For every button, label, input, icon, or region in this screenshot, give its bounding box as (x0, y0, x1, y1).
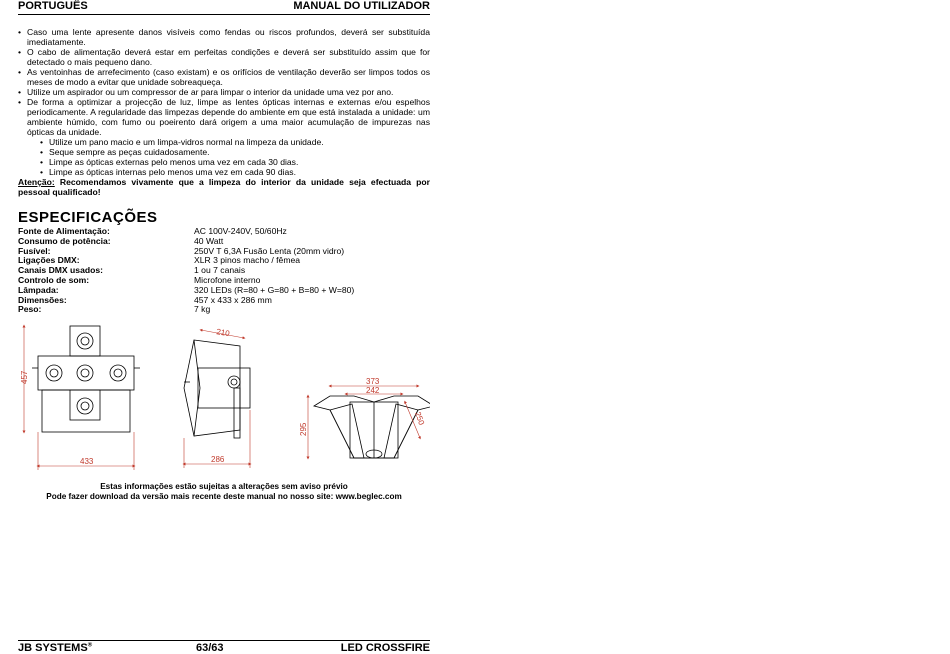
page-footer (18, 642, 430, 654)
registered-mark: ® (87, 642, 93, 649)
list-item: • Utilize um aspirador ou um compressor de ar para limpar o interior da unidade uma vez por ano. (18, 87, 430, 97)
maintenance-section (18, 27, 430, 197)
footnotes (18, 482, 430, 502)
manual-page (18, 0, 430, 654)
spec-value: 7 kg (194, 304, 211, 315)
dimension-label: 433 (80, 457, 94, 466)
maintenance-list (18, 27, 430, 137)
spec-key: Lâmpada: (18, 284, 59, 295)
list-item: • Utilize um pano macio e um limpa-vidros normal na limpeza da unidade. (40, 137, 430, 147)
list-item: • Limpe as ópticas internas pelo menos uma vez em cada 90 dias. (40, 167, 430, 177)
dimension-drawings (18, 318, 430, 478)
attention-text: Recomendamos vivamente que a limpeza do interior da unidade seja efectuada por pessoal qualificado! (18, 177, 430, 197)
list-item: • Seque sempre as peças cuidadosamente. (40, 147, 430, 157)
page-header (18, 0, 430, 14)
table-row (18, 296, 430, 306)
spec-key: Fonte de Alimentação: (18, 226, 110, 236)
dimension-label: 373 (366, 377, 380, 386)
download-note: Pode fazer download da versão mais recente deste manual no nosso site: www.beglec.com (46, 492, 402, 501)
spec-value: AC 100V-240V, 50/60Hz (194, 226, 287, 236)
spec-key: Peso: (18, 304, 42, 315)
dimension-label: 286 (211, 455, 225, 464)
list-item: • As ventoinhas de arrefecimento (caso existam) e os orifícios de ventilação deverão ser limpos todos os meses de modo a evitar que unidade sobreaqueça. (18, 67, 430, 87)
front-view-drawing (32, 326, 140, 432)
table-row (18, 305, 430, 315)
spec-key: Fusível: (18, 245, 51, 256)
specs-heading: ESPECIFICAÇÕES (18, 209, 158, 226)
list-item: • Limpe as ópticas externas pelo menos uma vez em cada 30 dias. (40, 157, 430, 167)
dimension-label: 242 (366, 386, 380, 395)
footer-brand (18, 642, 92, 654)
footer-divider (18, 640, 430, 641)
spec-key: Consumo de potência: (18, 235, 111, 246)
spec-value: Microfone interno (194, 274, 261, 285)
spec-value: 40 Watt (194, 235, 224, 246)
spec-key: Controlo de som: (18, 274, 90, 285)
rear-view-drawing (314, 396, 430, 458)
disclaimer-note: Estas informações estão sujeitas a alterações sem aviso prévio (100, 482, 348, 491)
page-number: 63/63 (196, 642, 224, 654)
header-manual-title: MANUAL DO UTILIZADOR (293, 0, 430, 12)
header-divider (18, 14, 430, 15)
attention-note (18, 177, 430, 197)
front-dimension-lines (24, 326, 134, 470)
brand-name: JB SYSTEMS (18, 642, 88, 654)
attention-label: Atenção: (18, 177, 55, 187)
dimension-label: 250 (413, 410, 427, 427)
spec-value: 457 x 433 x 286 mm (194, 294, 272, 305)
rear-dimension-lines (308, 386, 420, 458)
spec-value: XLR 3 pinos macho / fêmea (194, 255, 301, 266)
spec-key: Ligações DMX: (18, 255, 80, 266)
header-language: PORTUGUÊS (18, 0, 88, 12)
list-item: • De forma a optimizar a projecção de luz, limpe as lentes ópticas internas e externas e/ou espelhos periodicamente. A regularidade das limpezas depende do ambiente em que está instalada a unidade: um ambiente húmido, com fumo ou poeirento dará origem a uma maior acumulação de impurezas nas ópticas da unidade. (18, 97, 430, 137)
list-item: • O cabo de alimentação deverá estar em perfeitas condições e deverá ser substituído assim que for detectado o mais pequeno dano. (18, 47, 430, 67)
specs-table (18, 227, 430, 315)
spec-value: 250V T 6,3A Fusão Lenta (20mm vidro) (194, 245, 345, 256)
spec-value: 1 ou 7 canais (194, 265, 246, 276)
list-item: • Caso uma lente apresente danos visíveis como fendas ou riscos profundos, deverá ser substituída imediatamente. (18, 27, 430, 47)
dimension-label: 457 (20, 370, 29, 384)
spec-key: Dimensões: (18, 294, 67, 305)
product-name: LED CROSSFIRE (340, 642, 430, 654)
dimension-label: 295 (299, 422, 308, 436)
spec-value: 320 LEDs (R=80 + G=80 + B=80 + W=80) (194, 284, 355, 295)
spec-key: Canais DMX usados: (18, 265, 104, 276)
side-view-drawing (184, 340, 250, 438)
cleaning-sub-list (18, 137, 430, 177)
dimension-label: 210 (215, 327, 231, 339)
